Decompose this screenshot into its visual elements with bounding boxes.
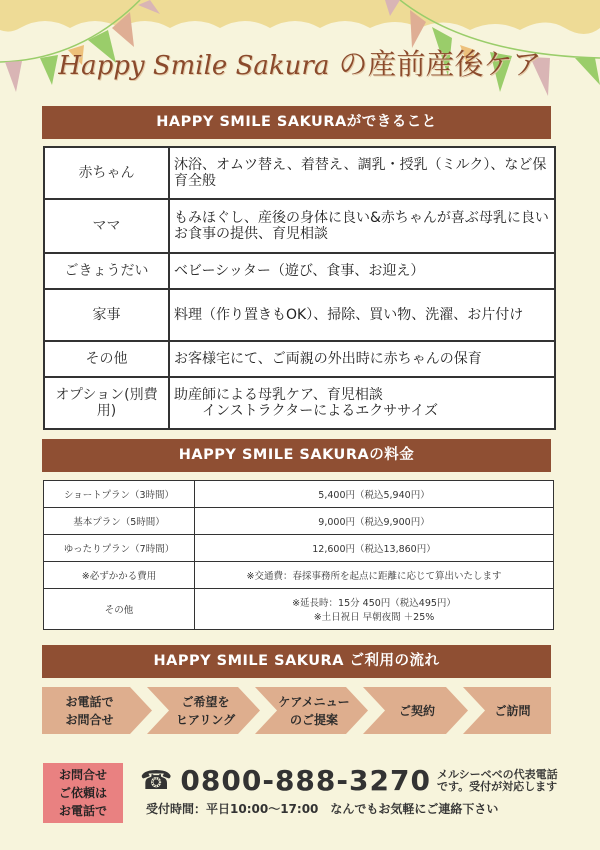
flow-step-contract <box>372 687 462 734</box>
table-row <box>44 508 554 535</box>
table-row <box>44 341 555 377</box>
plan-price: 5,400円（税込5,940円） <box>195 481 554 508</box>
header-banner <box>0 0 600 100</box>
service-value: 沐浴、オムツ替え、着替え、調乳・授乳（ミルク）、など保育全般 <box>169 147 555 199</box>
phone-number[interactable]: 0800-888-3270 <box>180 764 431 797</box>
option-line-2: インストラクターによるエクササイズ <box>202 403 439 419</box>
business-hours: 受付時間：平日10:00〜17:00 なんでもお気軽にご連絡下さい <box>146 802 499 816</box>
note-line: メルシーベベの代表電話 <box>436 767 558 781</box>
flow-steps <box>42 687 551 734</box>
services-heading: HAPPY SMILE SAKURAができること <box>42 106 551 139</box>
flow-step-hearing <box>158 687 253 734</box>
table-row <box>44 289 555 341</box>
table-row <box>44 377 555 429</box>
flow-step-inquiry <box>42 687 137 734</box>
table-row <box>44 562 554 589</box>
page-title <box>0 42 600 83</box>
service-label: 赤ちゃん <box>44 147 169 199</box>
title-script: Happy Smile Sakura <box>58 51 330 81</box>
plan-label: 基本プラン（5時間） <box>44 508 195 535</box>
step-line: ご希望を <box>181 694 230 709</box>
phone-icon: ☎ <box>140 765 173 796</box>
callout-line: お問合せ <box>58 768 107 782</box>
service-value <box>169 377 555 429</box>
service-label: 家事 <box>44 289 169 341</box>
table-row <box>44 481 554 508</box>
plan-label: ゆったりプラン（7時間） <box>44 535 195 562</box>
flow-step-proposal <box>264 687 364 734</box>
service-value: お客様宅にて、ご両親の外出時に赤ちゃんの保育 <box>169 341 555 377</box>
flow-step-visit <box>474 687 551 734</box>
plan-price: 9,000円（税込9,900円） <box>195 508 554 535</box>
service-label: ごきょうだい <box>44 253 169 289</box>
plan-price: 12,600円（税込13,860円） <box>195 535 554 562</box>
step-line: のご提案 <box>289 712 338 727</box>
note-line: です。受付が対応します <box>436 779 558 793</box>
step-line: お電話で <box>65 694 114 709</box>
flow-heading: HAPPY SMILE SAKURA ご利用の流れ <box>42 645 551 678</box>
extra-line-2: ※土日祝日 早朝夜間 ＋25% <box>313 612 435 623</box>
service-value: もみほぐし、産後の身体に良い&赤ちゃんが喜ぶ母乳に良いお食事の提供、育児相談 <box>169 199 555 253</box>
table-row <box>44 253 555 289</box>
step-line: ご契約 <box>398 703 435 718</box>
plan-price <box>195 589 554 630</box>
plan-label: ショートプラン（3時間） <box>44 481 195 508</box>
service-label: その他 <box>44 341 169 377</box>
service-label: ママ <box>44 199 169 253</box>
pricing-heading: HAPPY SMILE SAKURAの料金 <box>42 439 551 472</box>
callout-line: お電話で <box>58 804 107 818</box>
step-line: ご訪問 <box>494 703 531 718</box>
plan-price: ※交通費：春採事務所を起点に距離に応じて算出いたします <box>195 562 554 589</box>
plan-label: ※必ずかかる費用 <box>44 562 195 589</box>
phone-note <box>437 769 558 793</box>
option-line-1: 助産師による母乳ケア、育児相談 <box>174 387 383 403</box>
step-line: お問合せ <box>65 712 114 727</box>
title-jp: の産前産後ケア <box>338 47 542 81</box>
callout-line: ご依頼は <box>58 786 107 800</box>
step-line: ヒアリング <box>175 712 236 727</box>
table-row <box>44 589 554 630</box>
step-line: ケアメニュー <box>278 694 350 709</box>
table-row <box>44 147 555 199</box>
contact-callout <box>43 763 123 823</box>
pricing-table <box>43 480 554 630</box>
plan-label: その他 <box>44 589 195 630</box>
table-row <box>44 535 554 562</box>
phone-block <box>140 764 558 797</box>
service-label: オプション(別費用) <box>44 377 169 429</box>
table-row <box>44 199 555 253</box>
service-value: 料理（作り置きもOK）、掃除、買い物、洗濯、お片付け <box>169 289 555 341</box>
service-value: ベビーシッター（遊び、食事、お迎え） <box>169 253 555 289</box>
extra-line-1: ※延長時：15分 450円（税込495円） <box>292 598 456 609</box>
services-table <box>43 146 556 430</box>
